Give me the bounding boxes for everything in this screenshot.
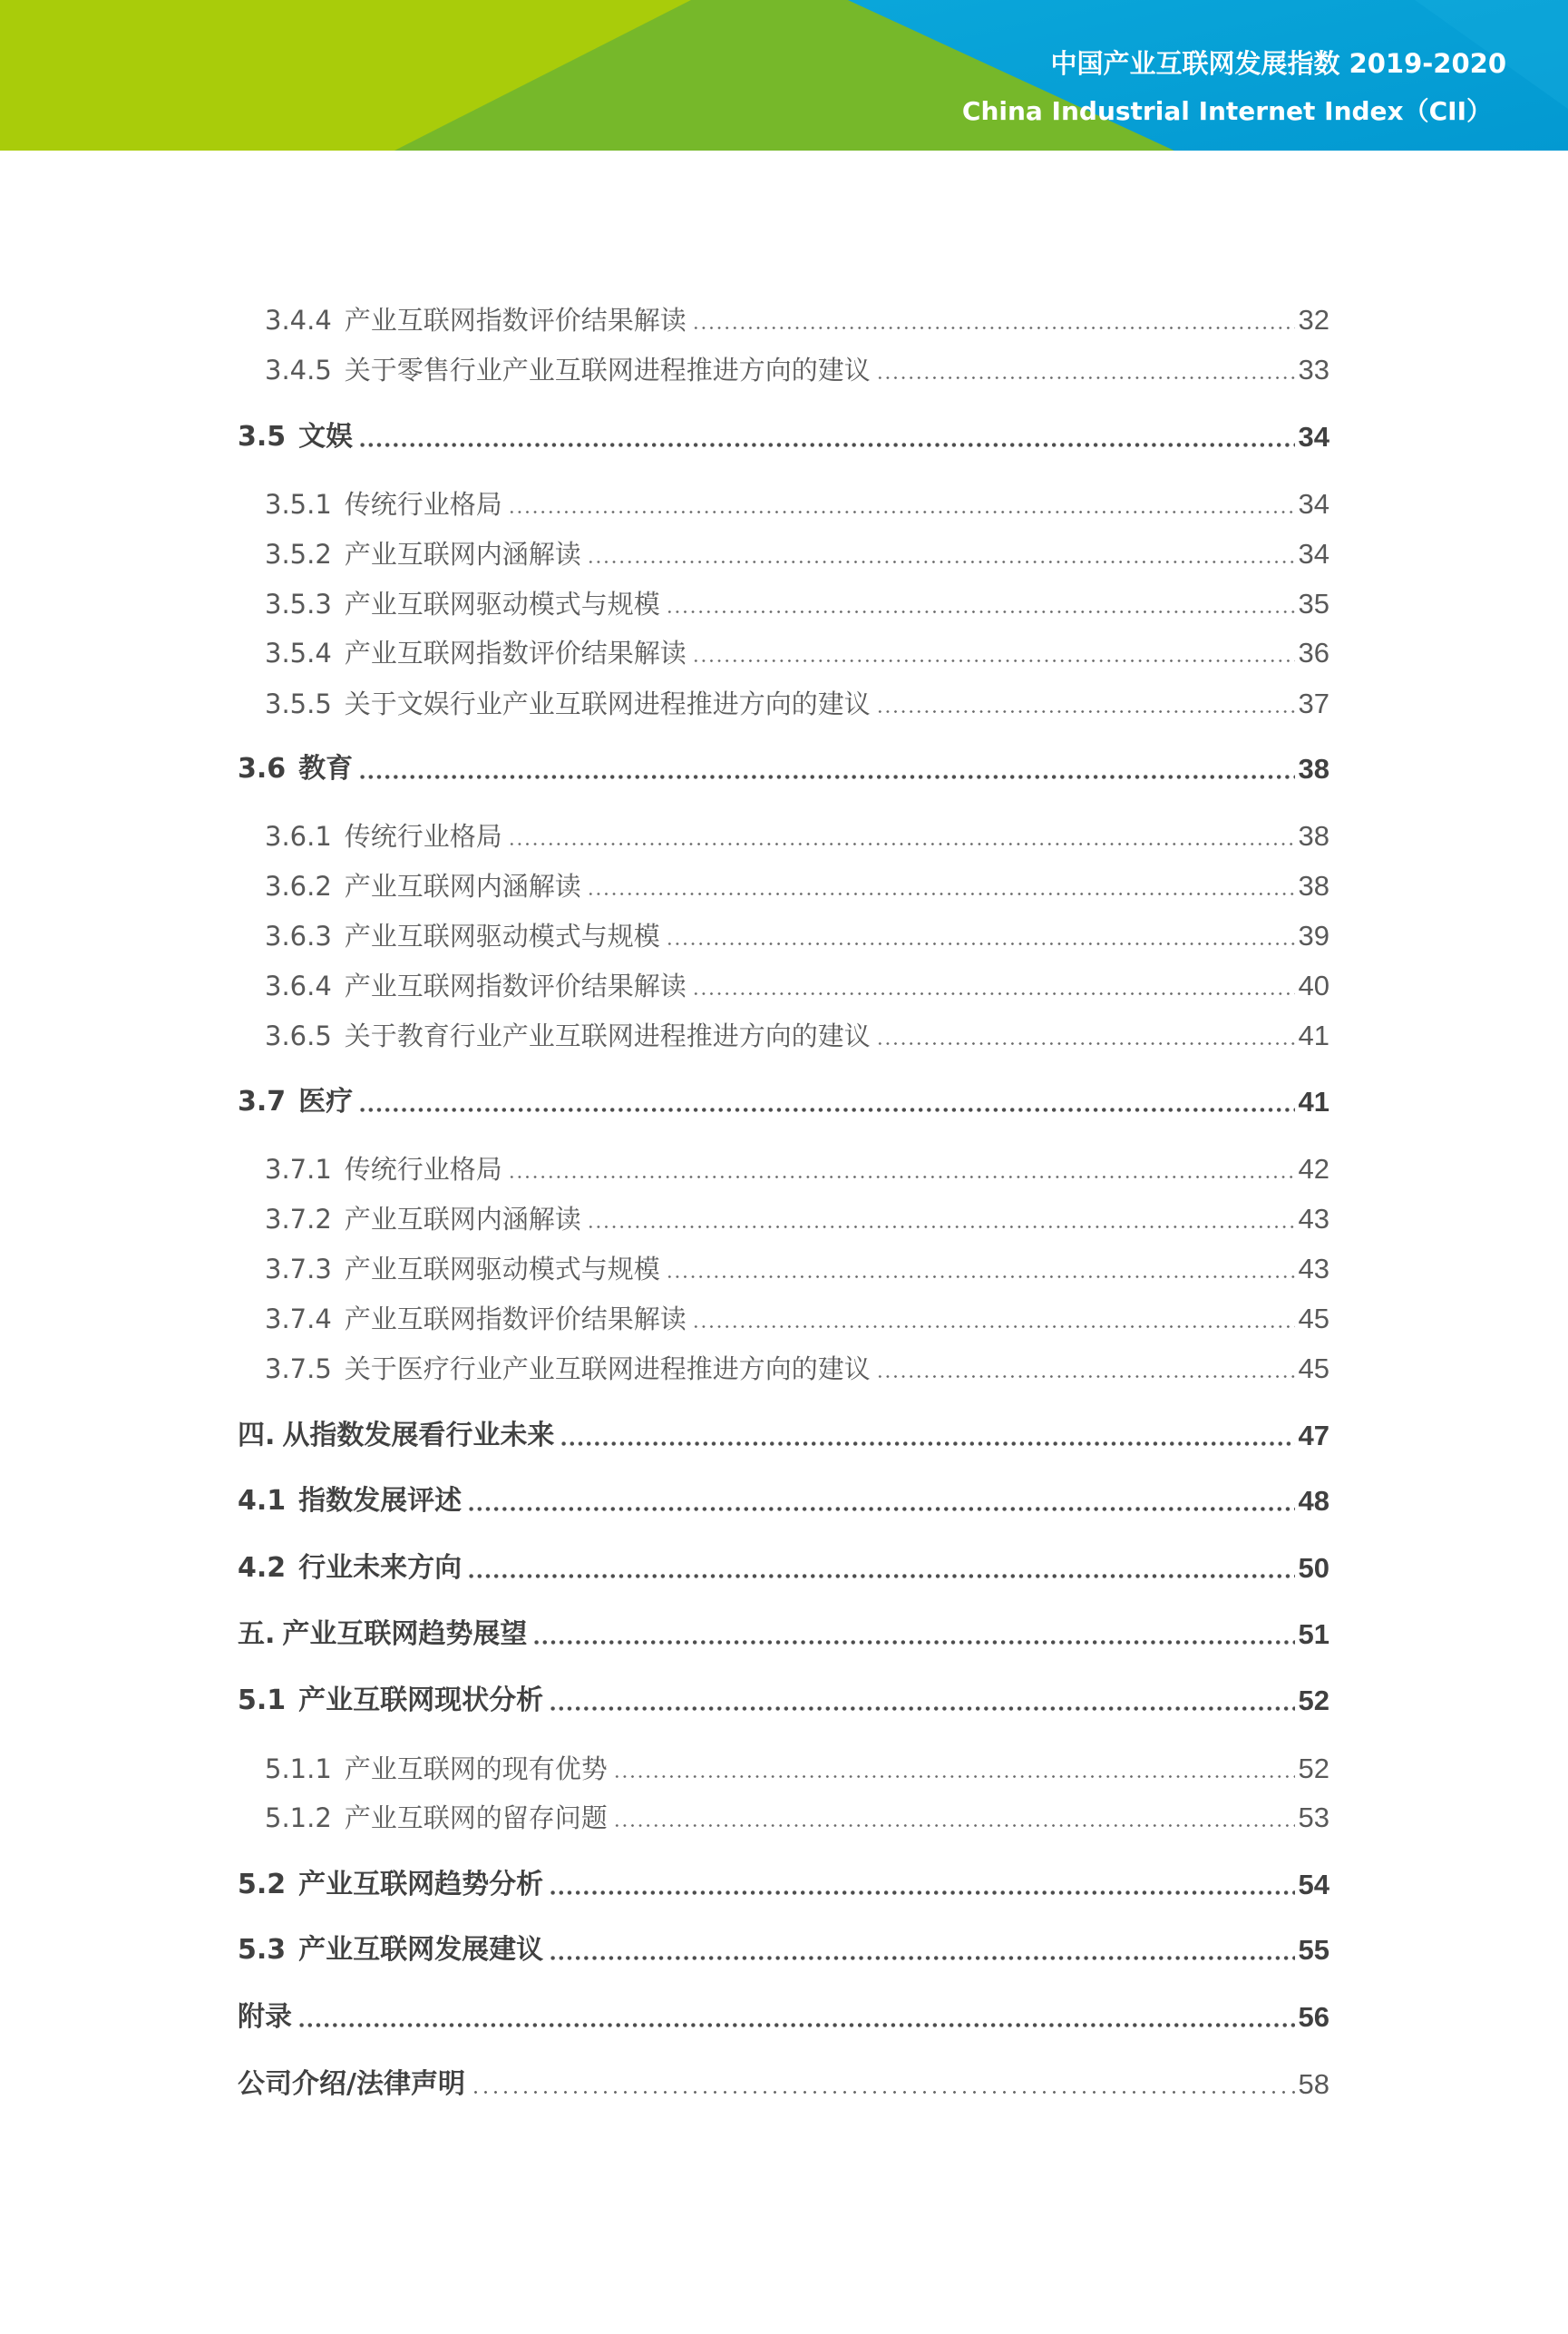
- dot-leader: [666, 1275, 1295, 1278]
- dot-leader: [666, 610, 1295, 613]
- toc-entry-number: 3.7: [238, 1086, 287, 1118]
- dot-leader: [549, 1956, 1295, 1960]
- toc-entry-number: 5.1: [238, 1685, 287, 1716]
- toc-entry-5-1-2[interactable]: [265, 1800, 1329, 1836]
- toc-entry-title: 行业未来方向: [298, 1552, 463, 1584]
- toc-entry-title: 产业互联网驱动模式与规模: [344, 921, 660, 952]
- dot-leader: [692, 659, 1295, 662]
- dot-leader: [549, 1890, 1295, 1895]
- dot-leader: [876, 1375, 1295, 1378]
- toc-entry-number: 3.5.5: [265, 688, 332, 719]
- toc-entry-page: 32: [1298, 304, 1329, 336]
- dot-leader: [692, 1325, 1295, 1328]
- toc-entry-number: 3.7.4: [265, 1304, 332, 1334]
- toc-entry-number: 3.6.5: [265, 1021, 332, 1051]
- dot-leader: [692, 327, 1295, 329]
- toc-entry-number: 5.1.1: [265, 1753, 332, 1784]
- dot-leader: [358, 775, 1295, 779]
- toc-entry-page: 38: [1298, 870, 1329, 902]
- toc-entry-title: 产业互联网趋势展望: [282, 1618, 528, 1650]
- toc-entry-title: 关于医疗行业产业互联网进程推进方向的建议: [344, 1353, 871, 1384]
- toc-entry-page: 45: [1298, 1303, 1329, 1334]
- toc-entry-4-1[interactable]: [238, 1483, 1329, 1519]
- toc-entry-title: 传统行业格局: [344, 821, 502, 852]
- toc-entry-number: 3.6.4: [265, 971, 332, 1001]
- toc-entry-number: 3.5.4: [265, 638, 332, 669]
- toc-entry-title: 产业互联网指数评价结果解读: [344, 1304, 687, 1334]
- toc-entry-title: 产业互联网内涵解读: [344, 539, 581, 570]
- toc-entry-page: 43: [1298, 1203, 1329, 1235]
- toc-entry-3-6-3[interactable]: [265, 918, 1329, 954]
- toc-entry-3-6-2[interactable]: [265, 868, 1329, 904]
- toc-entry-number: 3.5: [238, 421, 287, 453]
- toc-entry-3-7-3[interactable]: [265, 1251, 1329, 1287]
- toc-entry-3-5-1[interactable]: [265, 486, 1329, 522]
- toc-entry-number: 3.6.2: [265, 871, 332, 902]
- toc-entry-3-6-4[interactable]: [265, 968, 1329, 1004]
- toc-entry-number: 3.6.3: [265, 921, 332, 952]
- dot-leader: [508, 843, 1295, 845]
- toc-entry-title: 产业互联网内涵解读: [344, 871, 581, 902]
- dot-leader: [560, 1441, 1295, 1446]
- dot-leader: [587, 561, 1295, 563]
- toc-entry-page: 50: [1298, 1552, 1329, 1584]
- toc-entry-title: 产业互联网现状分析: [298, 1685, 544, 1716]
- toc-entry-page: 34: [1298, 421, 1329, 453]
- toc-entry-title: 产业互联网内涵解读: [344, 1204, 581, 1235]
- dot-leader: [692, 992, 1295, 995]
- dot-leader: [876, 376, 1295, 379]
- report-title: 中国产业互联网发展指数 2019-2020: [1050, 48, 1506, 79]
- toc-entry-page: 38: [1298, 820, 1329, 852]
- toc-entry-page: 36: [1298, 637, 1329, 669]
- toc-entry-page: 55: [1298, 1934, 1329, 1966]
- toc-entry-page: 34: [1298, 488, 1329, 520]
- toc-entry-title: 教育: [298, 753, 354, 785]
- toc-entry-page: 41: [1298, 1086, 1329, 1118]
- toc-entry-title: 产业互联网驱动模式与规模: [344, 1254, 660, 1284]
- dot-leader: [508, 1176, 1295, 1178]
- dot-leader: [587, 1226, 1295, 1228]
- toc-entry-title: 产业互联网的现有优势: [344, 1753, 608, 1784]
- toc-entry-3-5-2[interactable]: [265, 536, 1329, 572]
- toc-entry-number: 3.5.3: [265, 589, 332, 620]
- toc-entry-number: 5.2: [238, 1869, 287, 1900]
- toc-entry-3-5-4[interactable]: [265, 635, 1329, 671]
- toc-entry-title: 产业互联网发展建议: [298, 1934, 544, 1966]
- dot-leader: [587, 893, 1295, 895]
- dot-leader: [613, 1775, 1295, 1778]
- toc-entry-number: 3.4.4: [265, 305, 332, 336]
- toc-entry-page: 47: [1298, 1420, 1329, 1451]
- toc-entry-3-5-5[interactable]: [265, 686, 1329, 722]
- toc-entry-title: 从指数发展看行业未来: [282, 1420, 555, 1451]
- toc-entry-title: 关于教育行业产业互联网进程推进方向的建议: [344, 1021, 871, 1051]
- toc-entry-3-5-3[interactable]: [265, 586, 1329, 622]
- toc-entry-3-6-5[interactable]: [265, 1018, 1329, 1054]
- toc-entry-page: 39: [1298, 920, 1329, 952]
- toc-entry-3-7[interactable]: [238, 1084, 1329, 1120]
- toc-entry-page: 52: [1298, 1685, 1329, 1716]
- toc-entry-appendix[interactable]: [238, 1999, 1329, 2036]
- toc-entry-title: 文娱: [298, 421, 354, 453]
- toc-entry-number: 3.6.1: [265, 821, 332, 852]
- dot-leader: [508, 511, 1295, 513]
- dot-leader: [876, 1042, 1295, 1045]
- toc-entry-title: 关于零售行业产业互联网进程推进方向的建议: [344, 355, 871, 386]
- toc-entry-number: 5.3: [238, 1934, 287, 1966]
- toc-entry-page: 43: [1298, 1253, 1329, 1284]
- toc-entry-3-6[interactable]: [238, 751, 1329, 787]
- toc-entry-page: 37: [1298, 688, 1329, 719]
- toc-entry-page: 40: [1298, 970, 1329, 1001]
- toc-entry-page: 35: [1298, 588, 1329, 620]
- dot-leader: [549, 1706, 1295, 1711]
- toc-chapter-4[interactable]: [238, 1418, 1329, 1454]
- toc-entry-number: 五.: [238, 1618, 276, 1650]
- toc-entry-3-6-1[interactable]: [265, 818, 1329, 854]
- toc-entry-title: 产业互联网趋势分析: [298, 1869, 544, 1900]
- dot-leader: [297, 2023, 1295, 2027]
- toc-entry-number: 3.7.2: [265, 1204, 332, 1235]
- toc-entry-number: 3.7.3: [265, 1254, 332, 1284]
- toc-entry-title: 公司介绍/法律声明: [238, 2068, 465, 2100]
- toc-entry-title: 产业互联网指数评价结果解读: [344, 638, 687, 669]
- toc-entry-title: 产业互联网的留存问题: [344, 1802, 608, 1833]
- toc-entry-3-5[interactable]: [238, 419, 1329, 455]
- toc-entry-company-legal[interactable]: [238, 2066, 1329, 2103]
- toc-entry-5-2[interactable]: [238, 1867, 1329, 1903]
- toc-entry-page: 38: [1298, 753, 1329, 785]
- toc-entry-page: 41: [1298, 1020, 1329, 1051]
- toc-entry-3-7-4[interactable]: [265, 1301, 1329, 1337]
- toc-entry-number: 3.7.1: [265, 1154, 332, 1185]
- toc-entry-page: 34: [1298, 538, 1329, 570]
- report-subtitle: China Industrial Internet Index（CII）: [961, 96, 1492, 126]
- toc-entry-title: 传统行业格局: [344, 489, 502, 520]
- toc-entry-5-1-1[interactable]: [265, 1751, 1329, 1787]
- toc-entry-number: 3.5.2: [265, 539, 332, 570]
- toc-entry-title: 产业互联网指数评价结果解读: [344, 971, 687, 1001]
- toc-entry-page: 45: [1298, 1353, 1329, 1384]
- dot-leader: [467, 1507, 1295, 1511]
- dot-leader: [613, 1824, 1295, 1827]
- toc-entry-4-2[interactable]: [238, 1550, 1329, 1587]
- toc-entry-title: 产业互联网驱动模式与规模: [344, 589, 660, 620]
- toc-entry-3-4-5[interactable]: [265, 352, 1329, 388]
- dot-leader: [358, 1108, 1295, 1112]
- dot-leader: [532, 1640, 1295, 1645]
- toc-entry-page: 53: [1298, 1802, 1329, 1833]
- toc-entry-title: 指数发展评述: [298, 1485, 463, 1517]
- toc-entry-page: 33: [1298, 354, 1329, 386]
- toc-entry-5-1[interactable]: [238, 1683, 1329, 1719]
- toc-entry-page: 52: [1298, 1753, 1329, 1784]
- toc-chapter-5[interactable]: [238, 1616, 1329, 1653]
- toc-entry-3-7-1[interactable]: [265, 1151, 1329, 1187]
- toc-entry-page: 58: [1298, 2068, 1329, 2100]
- toc-entry-title: 关于文娱行业产业互联网进程推进方向的建议: [344, 688, 871, 719]
- dot-leader: [358, 443, 1295, 447]
- toc-entry-title: 附录: [238, 2001, 292, 2033]
- dot-leader: [467, 1574, 1295, 1578]
- toc-entry-3-7-5[interactable]: [265, 1351, 1329, 1387]
- toc-entry-number: 4.1: [238, 1485, 287, 1517]
- dot-leader: [666, 942, 1295, 945]
- toc-entry-5-3[interactable]: [238, 1932, 1329, 1968]
- toc-entry-page: 51: [1298, 1618, 1329, 1650]
- toc-entry-number: 4.2: [238, 1552, 287, 1584]
- toc-entry-number: 5.1.2: [265, 1802, 332, 1833]
- toc-entry-page: 48: [1298, 1485, 1329, 1517]
- toc-entry-title: 传统行业格局: [344, 1154, 502, 1185]
- dot-leader: [471, 2091, 1295, 2094]
- toc-entry-page: 42: [1298, 1153, 1329, 1185]
- toc-entry-number: 3.7.5: [265, 1353, 332, 1384]
- dot-leader: [876, 710, 1295, 713]
- toc-entry-number: 3.4.5: [265, 355, 332, 386]
- toc-entry-number: 四.: [238, 1420, 276, 1451]
- toc-entry-3-4-4[interactable]: [265, 302, 1329, 338]
- toc-entry-number: 3.5.1: [265, 489, 332, 520]
- toc-entry-page: 54: [1298, 1869, 1329, 1900]
- toc-entry-3-7-2[interactable]: [265, 1201, 1329, 1237]
- toc-entry-number: 3.6: [238, 753, 287, 785]
- toc-entry-title: 产业互联网指数评价结果解读: [344, 305, 687, 336]
- toc-entry-title: 医疗: [298, 1086, 354, 1118]
- toc-entry-page: 56: [1298, 2001, 1329, 2033]
